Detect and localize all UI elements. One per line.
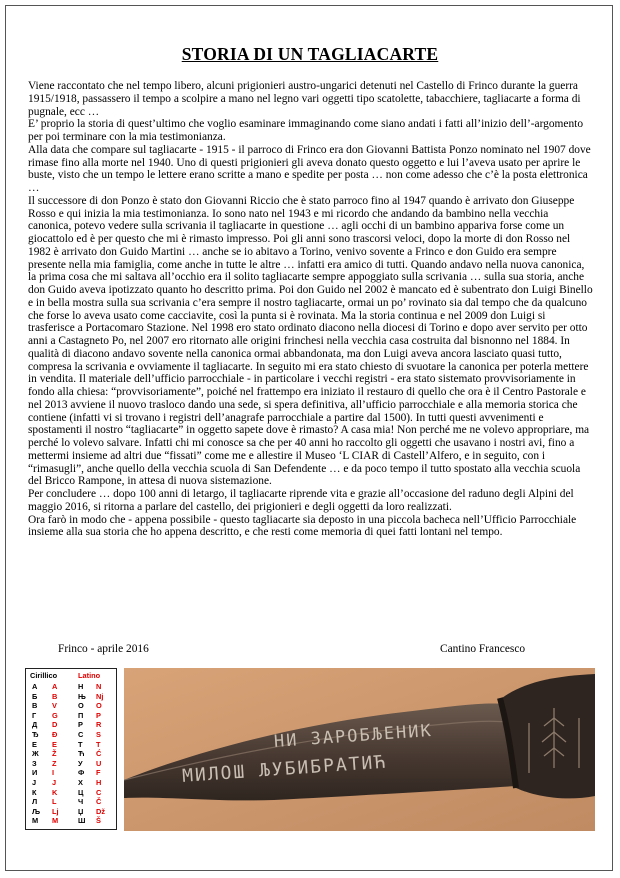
cyrillic-letter: З [32, 758, 37, 768]
letter-opener-image [124, 668, 595, 831]
latin-letter: O [96, 701, 102, 711]
cyrillic-letter: Џ [78, 806, 84, 816]
cyrillic-letter: Г [32, 710, 37, 720]
latin-letter: J [52, 777, 57, 787]
cyrillic-letter: Ж [32, 749, 39, 759]
cyrillic-letter: А [32, 682, 38, 691]
latin-letter: Đ [52, 729, 58, 739]
latin-column-2 [96, 682, 105, 826]
cyrillic-letter: Р [78, 720, 83, 730]
latin-letter: A [52, 682, 58, 691]
latin-letter: Dž [96, 806, 106, 816]
cyrillic-letter: Д [32, 720, 38, 730]
cyrillic-letter: С [78, 729, 84, 739]
cyrillic-letter: И [32, 768, 38, 778]
cyrillic-letter: Љ [32, 806, 41, 816]
cyrillic-letter: Ш [78, 816, 86, 826]
cyrillic-letter: О [78, 701, 84, 711]
paragraph-5: Per concludere … dopo 100 anni di letargo, il tagliacarte riprende vita e grazie all’occasione del raduno degli Alpini del maggio 2016, si ritorna a parlare del castello, dei prigionieri e degli oggetti da loro realizzati. [28, 488, 574, 513]
cyrillic-letter: Н [78, 682, 84, 691]
cyrillic-letter: Б [32, 691, 38, 701]
cyrillic-letter: Х [78, 777, 83, 787]
paragraph-6: Ora farò in modo che - appena possibile - questo tagliacarte sia deposto in una piccola bacheca nell’Ufficio Parrocchiale insieme alla sua storia che ho appena descritto, e che resti come memoria di quei fatti lontani nel tempo. [28, 513, 577, 539]
cyrillic-letter: П [78, 710, 84, 720]
inscription-line-2: МИЛОШ ЉУБИБРАТИЋ [181, 751, 388, 787]
cyrillic-letter: Ј [32, 777, 37, 787]
cyrillic-letter: Ћ [78, 749, 85, 759]
cyrillic-letter: М [32, 816, 39, 826]
latin-letter: Š [96, 816, 101, 826]
cyrillic-column-2 [78, 682, 86, 826]
latin-letter: U [96, 758, 102, 768]
cyrillic-column-1 [32, 682, 40, 826]
cyrillic-letter: В [32, 701, 38, 711]
cyrillic-letter: У [78, 758, 83, 768]
latin-letter: Ć [96, 749, 102, 759]
cyrillic-letter: Ц [78, 787, 84, 797]
cyrillic-letter: Њ [78, 691, 86, 701]
latin-letter: Lj [52, 806, 59, 816]
paragraph-4: Il successore di don Ponzo è stato don Giovanni Riccio che è stato parroco fino al 1947 quando è arrivato don Giuseppe Rosso e qui inizia la mia testimonianza. Io sono nato nel 1943 e mi ricordo che andando da bambino nella vecchia canonica, potevo vedere sulla scrivania il tagliacarte in questione … agli occhi di un bambino appariva forse come un giocattolo ed è per questo che mi è rimasto impresso. Poi gli anni sono trascorsi veloci, dopo la morte di don Rosso nel 1982 è arrivato don Guido Martini … anche se io abitavo a Torino, venivo sovente a Frinco e don Guido era sempre presente nella mia famiglia, come anche in tutte le altre … infatti era amico di tutti. Quando andavo nella nuova canonica, la prima cosa che mi saltava all’occhio era il solito tagliacarte sempre appoggiato sulla scrivania … sulla sua storia, anche don Guido aveva ipotizzato quanto ho descritto prima. Poi don Guido nel 2002 è mancato ed è subentrato don Luigi Binello e in bella mostra sulla sua scrivania c’era sempre il nostro tagliacarte, ormai un po’ rovinato sia dal tempo che da qualcuno che forse lo aveva usato come cacciavite, così la punta si è rovinata. Ma la storia continua e nel 2009 don Luigi si trasferisce a Portacomaro Stazione. Nel 1998 ero stato ordinato diacono nella diocesi di Torino e dopo aver servito per otto anni a Castagneto Po, nel 2007 ero ritornato alle origini frinchesi nella vecchia casa costruita dal bisnonno nel 1884. In qualità di diacono andavo sovente nella canonica ormai abbandonata, ma don Luigi aveva ancora lasciato quasi tutto, compresa la scrivania e ovviamente il tagliacarte. In seguito mi era stato chiesto di svuotare la canonica per poterla mettere in vendita. Il materiale dell’ufficio parrocchiale - in particolare i vecchi registri - era stato sistemato provvisoriamente in fondo alla chiesa: “provvisoriamente”, poiché nel frattempo era iniziato il restauro di quello che ora è il Centro Pastorale e nel 2013 avviene il nuovo trasloco dando una sede, si spera definitiva, all’ufficio parrocchiale e alla memoria storica che contiene (infatti vi si trovano i registri dell’anagrafe parrocchiale a partire dal 1500). In tutti questi avvenimenti e spostamenti il nostro “tagliacarte” in oggetto sapete dove è rimasto? A casa mia! Non perché me ne volevo appropriare, ma perché lo volevo salvare. Infatti chi mi conosce sa che per 40 anni ho raccolto gli oggetti che usavano i nostri avi, fino a mettermi insieme ad altri due “fissati” come me e allestire il Museo ‘L CIAR di Castell’Alfero, e in seguito, con i “rimasugli”, anche quello della vecchia scuola di San Defendente … e da poco tempo il tutto spostato alla vecchia scuola del Bricco Rampone, in attesa di nuova sistemazione. [28, 194, 593, 488]
inscription-line-1: НИ ЗАРОБЉЕНИК [273, 720, 434, 752]
latin-letter: S [96, 729, 101, 739]
page-title: STORIA DI UN TAGLIACARTE [181, 44, 439, 64]
latin-letter: N [96, 682, 102, 691]
latin-letter: L [52, 797, 57, 807]
latin-letter: M [52, 816, 59, 826]
header-cyrillic: Cirillico [30, 671, 58, 680]
latin-letter: Č [96, 797, 102, 807]
header-latin: Latino [78, 671, 101, 680]
cyrillic-letter: Ђ [32, 729, 39, 739]
latin-letter: E [52, 739, 57, 749]
latin-column-1 [52, 682, 59, 826]
latin-letter: Z [52, 758, 57, 768]
cyrillic-letter: Е [32, 739, 37, 749]
article-body [28, 80, 594, 539]
place-date: Frinco - aprile 2016 [58, 643, 149, 655]
author-name: Cantino Francesco [440, 643, 526, 655]
letter-opener-photo [124, 668, 595, 831]
latin-letter: B [52, 691, 58, 701]
latin-letter: F [96, 768, 101, 778]
latin-letter: K [52, 787, 58, 797]
latin-letter: R [96, 720, 102, 730]
alphabet-table [25, 668, 117, 830]
paragraph-2: E’ proprio la storia di quest’ultimo che voglio esaminare immaginando come siano andati i fatti all’inizio dell’-argomento per poi terminare con la mia testimonianza. [28, 118, 584, 143]
latin-letter: P [96, 710, 101, 720]
latin-letter: T [96, 739, 101, 749]
cyrillic-letter: Ч [78, 797, 84, 807]
cyrillic-letter: Т [78, 739, 83, 749]
cyrillic-letter: Ф [78, 768, 85, 778]
cyrillic-letter: К [32, 787, 37, 797]
latin-letter: H [96, 777, 102, 787]
latin-letter: G [52, 710, 58, 720]
latin-letter: Ž [52, 749, 57, 759]
latin-letter: C [96, 787, 102, 797]
latin-letter: Nj [96, 691, 104, 701]
latin-letter: V [52, 701, 57, 711]
cyrillic-letter: Л [32, 797, 38, 807]
paragraph-1: Viene raccontato che nel tempo libero, alcuni prigionieri austro-ungarici detenuti nel Castello di Frinco durante la guerra 1915/1918, passassero il tempo a scolpire a mano nel legno vari oggetti tipo scatolette, tabacchiere, tagliacarte a forma di pugnale, ecc … [28, 80, 581, 118]
paragraph-3: Alla data che compare sul tagliacarte - 1915 - il parroco di Frinco era don Giovanni Battista Ponzo nominato nel 1907 dove rimase fino alla morte nel 1940. Uno di questi prigionieri gli aveva donato questo oggetto e lui l’aveva usato per aprire le buste, visto che un tempo le lettere erano scritte a mano e spedite per posta … non come adesso che c’è la posta elettronica … [28, 143, 591, 194]
latin-letter: I [52, 768, 55, 778]
latin-letter: D [52, 720, 58, 730]
